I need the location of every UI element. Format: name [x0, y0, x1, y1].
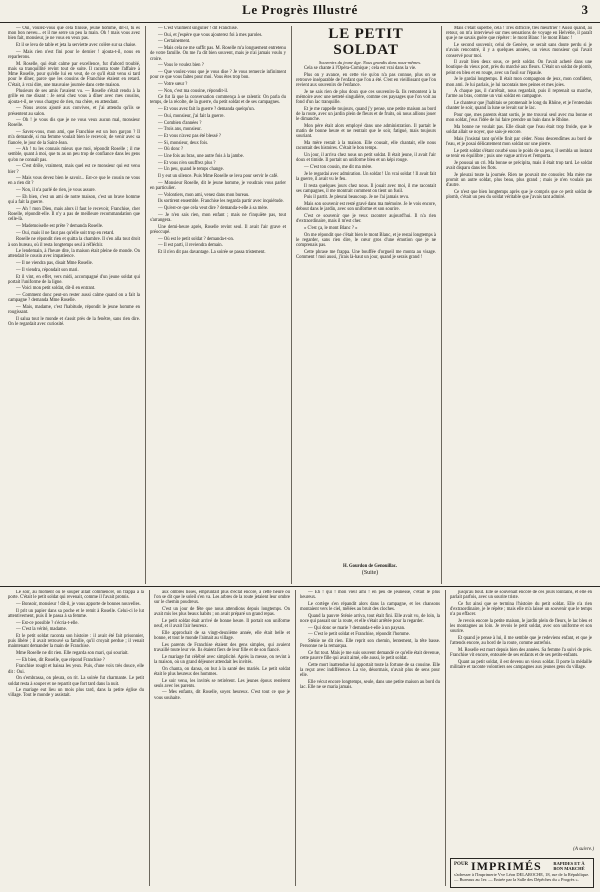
paragraph: — Nous avons ajouté aux convives, et j'ai attendu qu'ils se présentent au salon.	[8, 106, 140, 117]
ad-pour: POUR	[454, 862, 469, 867]
paragraph: Et il vint, en effet, vers midi, accompagné d'un jeune soldat qui portait l'uniforme de la ligne.	[8, 274, 140, 285]
paragraph: — Une fois au bras, une autre fois à la jambe.	[158, 154, 244, 160]
paragraph: jusqu'au bout. Elle se souvenait encore de ces jours lointains, et elle en parlait parfois, avec un sourire triste.	[450, 590, 592, 601]
paragraph: Elle vécut encore longtemps, seule, dans une petite maison au bord du lac. Elle ne se maria jamais.	[300, 680, 440, 691]
column-divider	[295, 590, 296, 886]
paragraph: On me répondit que c'était bien le mont Blanc, et je restai longtemps à le regarder, sans rien dire, le cœur gros d'une émotion que je ne comprenais pas.	[296, 232, 436, 249]
paragraph: Le second souvenir, celui de Genève, se serait sans doute perdu si je n'avais rencontré, il y a quelques années, un vieux monsieur qui l'avait conservé pour moi.	[446, 43, 592, 59]
paragraph: Le lendemain, à l'heure dite, la maison était pleine de monde. On attendait le cousin avec impatience.	[8, 249, 140, 260]
paragraph: — Comment donc peut-on rester aussi calme quand on a fait la campagne ? demanda Mme Roselle.	[8, 293, 140, 304]
paragraph: C'est ce souvenir que je veux raconter aujourd'hui. Il n'a rien d'extraordinaire, mais il m'est cher.	[296, 214, 436, 225]
masthead-title: Le Progrès Illustré	[242, 2, 358, 17]
paragraph: « C'est ça, le mont Blanc ? »	[304, 225, 358, 231]
upper-columns	[8, 26, 592, 584]
paragraph: — Il viendra, répondait son mari.	[16, 267, 79, 273]
paragraph: Mon père était alors employé dans une administration. Il partait le matin de bonne heure et ne rentrait que le soir, fatigué, mais toujours souriant.	[296, 124, 436, 140]
paragraph: On s'embrassa, on pleura, on rit. La soirée fut charmante. Le petit soldat resta à souper et ne repartit que fort tard dans la nuit.	[8, 676, 144, 687]
paragraph: — Qu'est-ce que cela veut dire ? demanda-t-elle à sa mère.	[158, 206, 269, 212]
paragraph: Le soir venu, les invités se retirèrent. Les jeunes époux restèrent seuls avec les parents.	[154, 678, 290, 689]
paragraph: Et je me rappelle toujours, quand j'y pense, une petite maison au bord de la route, avec un jardin plein de fleurs et de fruits, où nous allions jouer le dimanche.	[296, 106, 436, 123]
paragraph: Mme Roselle ne dit rien. Elle regarda son mari, qui souriait.	[16, 651, 129, 657]
paragraph: Ce fut ainsi que se termina l'histoire du petit soldat. Elle n'a rien d'extraordinaire, je le répète ; mais elle m'a laissé un souvenir que le temps n'a pu effacer.	[450, 601, 592, 618]
paragraph: Mais c'était superbe, cela ! Très difficile, très meurtrier ! Aussi quand, au retour, on m'a interviewé sur mes sensations de voyage en Helvétie, il paraît que je ne savais guère que répéter : le mont Blanc ! le mont Blanc !	[446, 26, 592, 42]
column-divider	[145, 26, 146, 584]
paragraph: — Où donc ?	[158, 147, 184, 153]
paragraph: — C'est la vérité, madame.	[16, 627, 67, 633]
ad-subtext: s'adresser à l'Imprimerie Vve Léon DELAROCHE, 18, rue de la République. — Bureaux au 1er. — Entrée par la Salle des Dépêches du « Progrès ».	[454, 872, 590, 882]
story-title: LE PETIT SOLDAT	[328, 26, 404, 58]
story-deck: Souvenirs du jeune âge. Nous grandis dans nous-mêmes.	[318, 59, 422, 65]
paragraph: Un jour, il arriva chez nous un petit soldat. Il était jeune, il avait l'air doux et timide. Il portait un uniforme bleu et un képi rouge.	[296, 153, 436, 164]
paragraph: Et quand je pense à lui, il me semble que je redeviens enfant, et que je l'attends encore, au bord de la route, comme autrefois.	[450, 636, 592, 647]
paragraph: Mais son souvenir est resté gravé dans ma mémoire. Je le vois encore, debout dans le jardin, avec son uniforme et son sourire.	[296, 202, 436, 213]
paragraph: Franchise rougit et baissa les yeux. Puis, d'une voix très douce, elle dit : Oui.	[8, 664, 144, 675]
paragraph: Ils sortirent ensemble. Franchise les regarda partir avec inquiétude.	[158, 199, 284, 205]
paragraph: Il salua tout le monde et s'assit près de la fenêtre, sans rien dire. On le regardait avec curiosité.	[8, 316, 140, 328]
paragraph: Je le gardai longtemps. Il était mon compagnon de jeux, mon confident, mon ami. Je lui parlais, je lui racontais mes peines et mes joies.	[446, 77, 592, 88]
paragraph: — Est-ce possible ? s'écria-t-elle.	[16, 620, 79, 626]
lower-column-1	[8, 590, 144, 886]
section-divider	[0, 586, 600, 587]
paragraph: Le mariage fut célébré avec simplicité. Après la messe, on revint à la maison, où un grand déjeuner attendait les invités.	[154, 654, 290, 665]
paragraph: Je poussai un cri. Ma bonne se précipita, mais il était trop tard. Le soldat avait disparu dans les flots.	[446, 160, 592, 171]
paragraph: — C'est le petit soldat et Franchise, répondit l'homme.	[308, 632, 410, 638]
paragraph: C'est un jour de fête que nous attendions depuis longtemps. On avait mis les plus beaux habits ; on avait préparé un grand repas.	[154, 607, 290, 618]
masthead	[0, 0, 600, 23]
column-divider	[149, 590, 150, 886]
paragraph: Quant au petit soldat, il est devenu un vieux soldat. Il porte la médaille militaire et raconte volontiers ses campagnes aux jeunes gens du village.	[450, 659, 592, 671]
paragraph: — Eh bien, dit Roselle, que répond Franchise ?	[16, 657, 105, 663]
paragraph: Ce fut tout. Mais je me suis souvent demandé ce qu'elle était devenue, cette pauvre fille qui avait aimé, elle aussi, le petit soldat.	[300, 651, 440, 662]
paragraph: — Non, il n'a parlé de rien, je vous assure.	[16, 188, 96, 194]
paragraph: — Ah ! mon Dieu, mais alors il faut le recevoir, Franchise, cher Roselle, répondit-elle. Il n'y a pas de meilleure recommandation que celle-là.	[8, 206, 140, 223]
paragraph: Il y eut un silence. Puis Mme Roselle se leva pour servir le café.	[158, 174, 279, 180]
paragraph: — Voici mon petit soldat, dit-il en entrant.	[16, 286, 96, 292]
paragraph: Le mariage eut lieu un mois plus tard, dans la petite église du village. Tout le monde y assistait.	[8, 688, 144, 699]
printing-advertisement	[450, 858, 594, 888]
paragraph: Je revois encore la petite maison, le jardin plein de fleurs, le lac bleu et les montagnes au loin. Je revois le petit soldat, avec son uniforme et son sourire.	[450, 619, 592, 635]
paragraph: — Si, monsieur, deux fois.	[158, 140, 209, 146]
paragraph: Et il n'en dit pas davantage. La soirée se passa tristement.	[158, 250, 266, 256]
paragraph: — Mais cela ne me suffit pas. M. Roselle m'a longuement entretenu de votre famille. On me l'a dit bien souvent, mais je n'ai jamais voulu y croire.	[150, 46, 286, 62]
paragraph: M. Roselle est mort depuis bien des années. Sa femme l'a suivi de près. Franchise vit encore, entourée de ses enfants et de ses petits-enfants.	[450, 648, 592, 659]
story-signature: H. Gourdon de Genouillac.	[342, 564, 398, 569]
paragraph: À chaque pas, il s'arrêtait, nous regardait, puis il reprenait sa marche, l'arme au bras, comme un vrai soldat en campagne.	[446, 89, 592, 100]
paragraph: Une demi-heure après, Roselle revint seul. Il avait l'air grave et préoccupé.	[150, 224, 286, 235]
paragraph: Plus on y avance, en cette vie qu'on n'a pas connue, plus on se retrouve inséparable de l'enfant que l'on a été. C'est en vieillissant que l'on revient aux souvenirs de l'enfance.	[296, 72, 436, 89]
paragraph: — Ah ! tu les connais mieux que moi, répondit Roselle ; il me semble, quant à moi, que tu as un peu trop de confiance dans les gens qu'on ne connaît pas.	[8, 147, 140, 163]
lower-column-2	[154, 590, 290, 886]
paragraph: Le cortège s'en répandit alors dans la campagne, et les chansons montaient vers le ciel, mêlées au bruit des cloches.	[300, 601, 440, 613]
lower-column-4	[450, 590, 592, 852]
paragraph: Il resta quelques jours chez nous. Il jouait avec moi, il me racontait ses campagnes, il me montrait comment on tient un fusil.	[296, 183, 436, 194]
paragraph: Ce n'est que bien longtemps après que je compris que ce petit soldat de plomb, c'était un peu du soldat véritable que j'avais tant admiré.	[446, 189, 592, 200]
page-number: 3	[581, 2, 588, 17]
paragraph: — C'est vraiment singulier ! dit Franchise.	[158, 26, 238, 31]
paragraph: Le petit soldat était arrivé de bonne heure. Il portait son uniforme neuf, et il avait l'air heureux.	[154, 619, 290, 630]
paragraph: — Mais, madame, c'est l'habitude, répondit le jeune homme en rougissant.	[8, 305, 140, 316]
paragraph: Et il se leva de table et jeta la serviette avec colère sur sa chaise.	[16, 43, 137, 49]
paragraph: Il avait bien deux sous, ce petit soldat. On l'avait acheté dans une boutique du vieux port, près du marché aux fleurs. C'était un soldat de plomb, peint en bleu et en rouge, avec un fusil sur l'épaule.	[446, 60, 592, 76]
paragraph: — Oh ! je vous dis que je ne vous veux aucun mal, monsieur Roselle.	[8, 118, 140, 129]
paragraph: — Mes enfants, dit Roselle, soyez heureux. C'est tout ce que je vous souhaite.	[154, 690, 290, 701]
paragraph: — Combien d'années ?	[158, 120, 202, 126]
paragraph: Elle approchait de sa vingt-deuxième année, elle était belle et bonne, et tout le monde l'aimait au village.	[154, 630, 290, 642]
paragraph: Quand la pauvre Sténie arriva, tout était fini. Elle avait vu, de loin, la noce qui passait sur la route, et elle s'était arrêtée pour la regarder.	[300, 613, 440, 625]
paragraph: — Trois ans, monsieur.	[158, 127, 202, 133]
paragraph: Puis il partit. Je pleurai beaucoup. Je ne l'ai jamais revu.	[304, 195, 410, 201]
paragraph: — Non, c'est ma cousine, répondit-il.	[158, 88, 229, 94]
paragraph: — Oui, et j'espère que vous ajouterez foi à mes paroles.	[158, 32, 263, 38]
paragraph: — Eh bien, c'est un ami de notre maison, c'est un brave homme qui a fait la guerre.	[8, 194, 140, 206]
paragraph: Je le regardai avec admiration. Un soldat ! Un vrai soldat ! Il avait fait la guerre, il avait vu le feu.	[296, 171, 436, 182]
column-divider	[291, 26, 292, 584]
paragraph: — Monsieur Roselle, dit le jeune homme, je voudrais vous parler en particulier.	[150, 180, 286, 192]
paragraph: — C'est drôle, vraiment, mais quel est ce monsieur qui est venu hier ?	[8, 164, 140, 175]
paragraph: Plusieurs de ses amis l'avaient vu. — Roselle s'était rendu à la grille en me disant : Je serai chez vous à dîner avec mes cousins, ajouta-t-il, ne vous chargez de rien, ma chère, en attendant.	[8, 89, 140, 105]
paragraph: Cette phrase me frappa. Une bouffée d'orgueil me monta au visage. Comment ! moi aussi, j'irais là-haut un jour, quand je serais grand !	[296, 249, 436, 260]
lower-column-3	[300, 590, 440, 886]
paragraph: Ma bonne ne voulait pas. Elle disait que l'eau était trop froide, que le soldat allait se noyer, que sais-je encore.	[446, 124, 592, 136]
paragraph: Pour que, mes parents étant sortis, je me trouvai seul avec ma bonne et mon soldat, j'eus l'idée de lui faire prendre un bain dans le Rhône.	[446, 113, 592, 124]
paragraph: — Et vous avez fait la guerre ? demanda quelqu'un.	[158, 107, 255, 113]
paragraph: — Bonsoir, monsieur ! dit-il, je vous apporte de bonnes nouvelles.	[16, 601, 141, 607]
paragraph: Les parents de Franchise étaient des gens simples, qui avaient travaillé toute leur vie. Ils étaient fiers de leur fille et de son fiancé.	[154, 642, 290, 654]
paragraph: — Et vous n'en souffrez plus ?	[158, 160, 216, 166]
paragraph: aux ombres lisses, empruntait plus d'éclat encore, à cette heure où l'on se dit que le soleil s'en va. Les arbres de la route jetaient leur ombre sur le chemin poudreux.	[154, 590, 290, 606]
paragraph: — Vous le voulez bien ?	[158, 63, 204, 69]
paragraph: — Il ne viendra pas, disait Mme Roselle.	[16, 261, 93, 267]
paragraph: Et le petit soldat raconta son histoire : il avait été fait prisonnier, puis libéré ; il avait retrouvé sa famille, qu'il croyait perdue ; il venait maintenant demander la main de Franchise.	[8, 633, 144, 650]
paragraph: Je pleurai toute la journée. Rien ne pouvait me consoler. Ma mère me promit un autre soldat, plus beau, plus grand ; mais je n'en voulais pas d'autre.	[446, 172, 592, 188]
paragraph: — Eh ! qui ! mon vieil ami ! en peu de jeunesse, c'était le plus heureux.	[300, 590, 440, 601]
column-4	[446, 26, 592, 584]
column-1	[8, 26, 140, 584]
paragraph: — Qui donc se marie ? demanda-t-elle à un paysan.	[308, 625, 406, 631]
column-divider	[445, 590, 446, 886]
story-footer	[300, 560, 440, 584]
paragraph: — Certainement.	[158, 39, 191, 45]
paragraph: Il prit un papier dans sa poche et le remit à Roselle. Celui-ci le lut attentivement, puis il le passa à sa femme.	[8, 608, 144, 619]
paragraph: On chanta, on dansa, on but à la santé des mariés. Le petit soldat était le plus heureux des hommes.	[154, 666, 290, 677]
paragraph: — Oui, monsieur, j'ai fait la guerre.	[158, 113, 225, 119]
paragraph: — Oui, mais il ne faut pas qu'elle soit trop en retard.	[16, 230, 115, 236]
paragraph: Sténie ne dit rien. Elle reprit son chemin, lentement, la tête basse. Personne ne la remarqua.	[300, 639, 440, 650]
paragraph: Ma mère restait à la maison. Elle cousait, elle chantait, elle nous racontait des histoires. C'était le bon temps.	[296, 141, 436, 152]
paragraph: — C'est ton cousin, me dit ma mère.	[304, 164, 373, 170]
paragraph: — Et vous n'avez pas été blessé ?	[158, 133, 221, 139]
story-body	[296, 66, 436, 260]
column-3-story	[296, 26, 436, 584]
paragraph: — Savez-vous, mon ami, que Franchise est un bon garçon ? Il m'a demandé, si ma femme voulait bien le recevoir, de venir avec sa fiancée, le jour de la Saint-Jean.	[8, 130, 140, 146]
column-divider	[441, 26, 442, 584]
paragraph: — Mais rien n'est fini pour le dernier ! ajouta-t-il, nous en reparlerons.	[8, 49, 140, 61]
paragraph: Mais j'insistai tant qu'elle finit par céder. Nous descendîmes au bord de l'eau, et je posai délicatement mon soldat sur une pierre.	[446, 136, 592, 148]
paragraph: — Je n'en sais rien, mon enfant ; mais ne t'inquiète pas, tout s'arrangera.	[150, 212, 286, 224]
paragraph: Roselle ne répondit rien et quitta la chambre. Il s'en alla tout droit à son bureau, où il resta longtemps seul à réfléchir.	[8, 237, 140, 248]
paragraph: — Mais vous devez bien le savoir... Est-ce que le cousin ne vous en a rien dit ?	[8, 176, 140, 187]
story-ornament: (Suite)	[361, 569, 379, 576]
paragraph: Cette mort inattendue lui apportait toute la fortune de sa cousine. Elle la reçut avec indifférence. La vie, désormais, n'avait plus de sens pour elle.	[300, 662, 440, 679]
paragraph: — Oui, voulez-vous que cela finisse, jeune homme, dit-il, tu es mon bon neveu... et il me serre un peu la main. Oh ! mais vous avez bien fait, monsieur, je ne vous en veux pas.	[8, 26, 140, 42]
paragraph: — Que voulez-vous que je vous dise ? Je vous remercie infiniment pour ce que vous faites pour moi. Vous êtes trop bon.	[150, 69, 286, 81]
paragraph: Je ne sais rien de plus doux que ces souvenirs-là. Ils remontent à la mémoire avec une netteté singulière, comme ces paysages que l'on voit au fond d'un lac tranquille.	[296, 89, 436, 106]
lower-columns	[8, 590, 592, 886]
to-be-continued: (A suivre.)	[573, 847, 594, 852]
paragraph: Le soir, au moment où le souper allait commencer, on frappa à la porte. C'était le petit soldat qui revenait, comme il l'avait promis.	[8, 590, 144, 601]
ad-headline: IMPRIMÉS	[471, 859, 542, 873]
ad-tagline: RAPIDES ET À BON MARCHÉ	[553, 861, 585, 871]
paragraph: — Où est le petit soldat ? demanda-t-on.	[158, 236, 235, 242]
paragraph: — Mademoiselle est prête ? demanda Roselle.	[16, 223, 104, 229]
paragraph: Ce fut là que la conversation commença à se ralentir. On parla du temps, de la récolte, de la guerre, du petit soldat et de ses campagnes.	[150, 95, 286, 106]
paragraph: Le chanteur que j'habitais se promenait le long du Rhône, et je l'entendais chanter le soir, quand la lune se levait sur le lac.	[446, 101, 592, 112]
paragraph: M. Roselle, qui était calme par excellence, fut d'abord troublé, mais sa tranquillité revint tout de suite. Il raconta toute l'affaire à Mme Roselle, pour qu'elle lui en veut, de ce qu'il était venu si tard pour le dîner, parce que les cousins de Franchise étaient en retard. C'était, à vrai dire, une mauvaise journée dans cette maison.	[8, 61, 140, 88]
paragraph: — Un peu, quand le temps change.	[158, 167, 224, 173]
paragraph: — Volontiers, mon ami, venez dans mon bureau.	[158, 192, 250, 198]
paragraph: Le petit soldat s'étant courbé sous le poids de sa peur, il sembla un instant se tenir en équilibre ; puis une vague arriva et l'emporta.	[446, 148, 592, 159]
paragraph: Cela se chante à l'Opéra-Comique ; cela est vrai dans la vie.	[304, 66, 417, 71]
paragraph: — Il est parti, il reviendra demain.	[158, 243, 223, 249]
paragraph: — Votre sœur ?	[158, 81, 188, 87]
column-2	[150, 26, 286, 584]
